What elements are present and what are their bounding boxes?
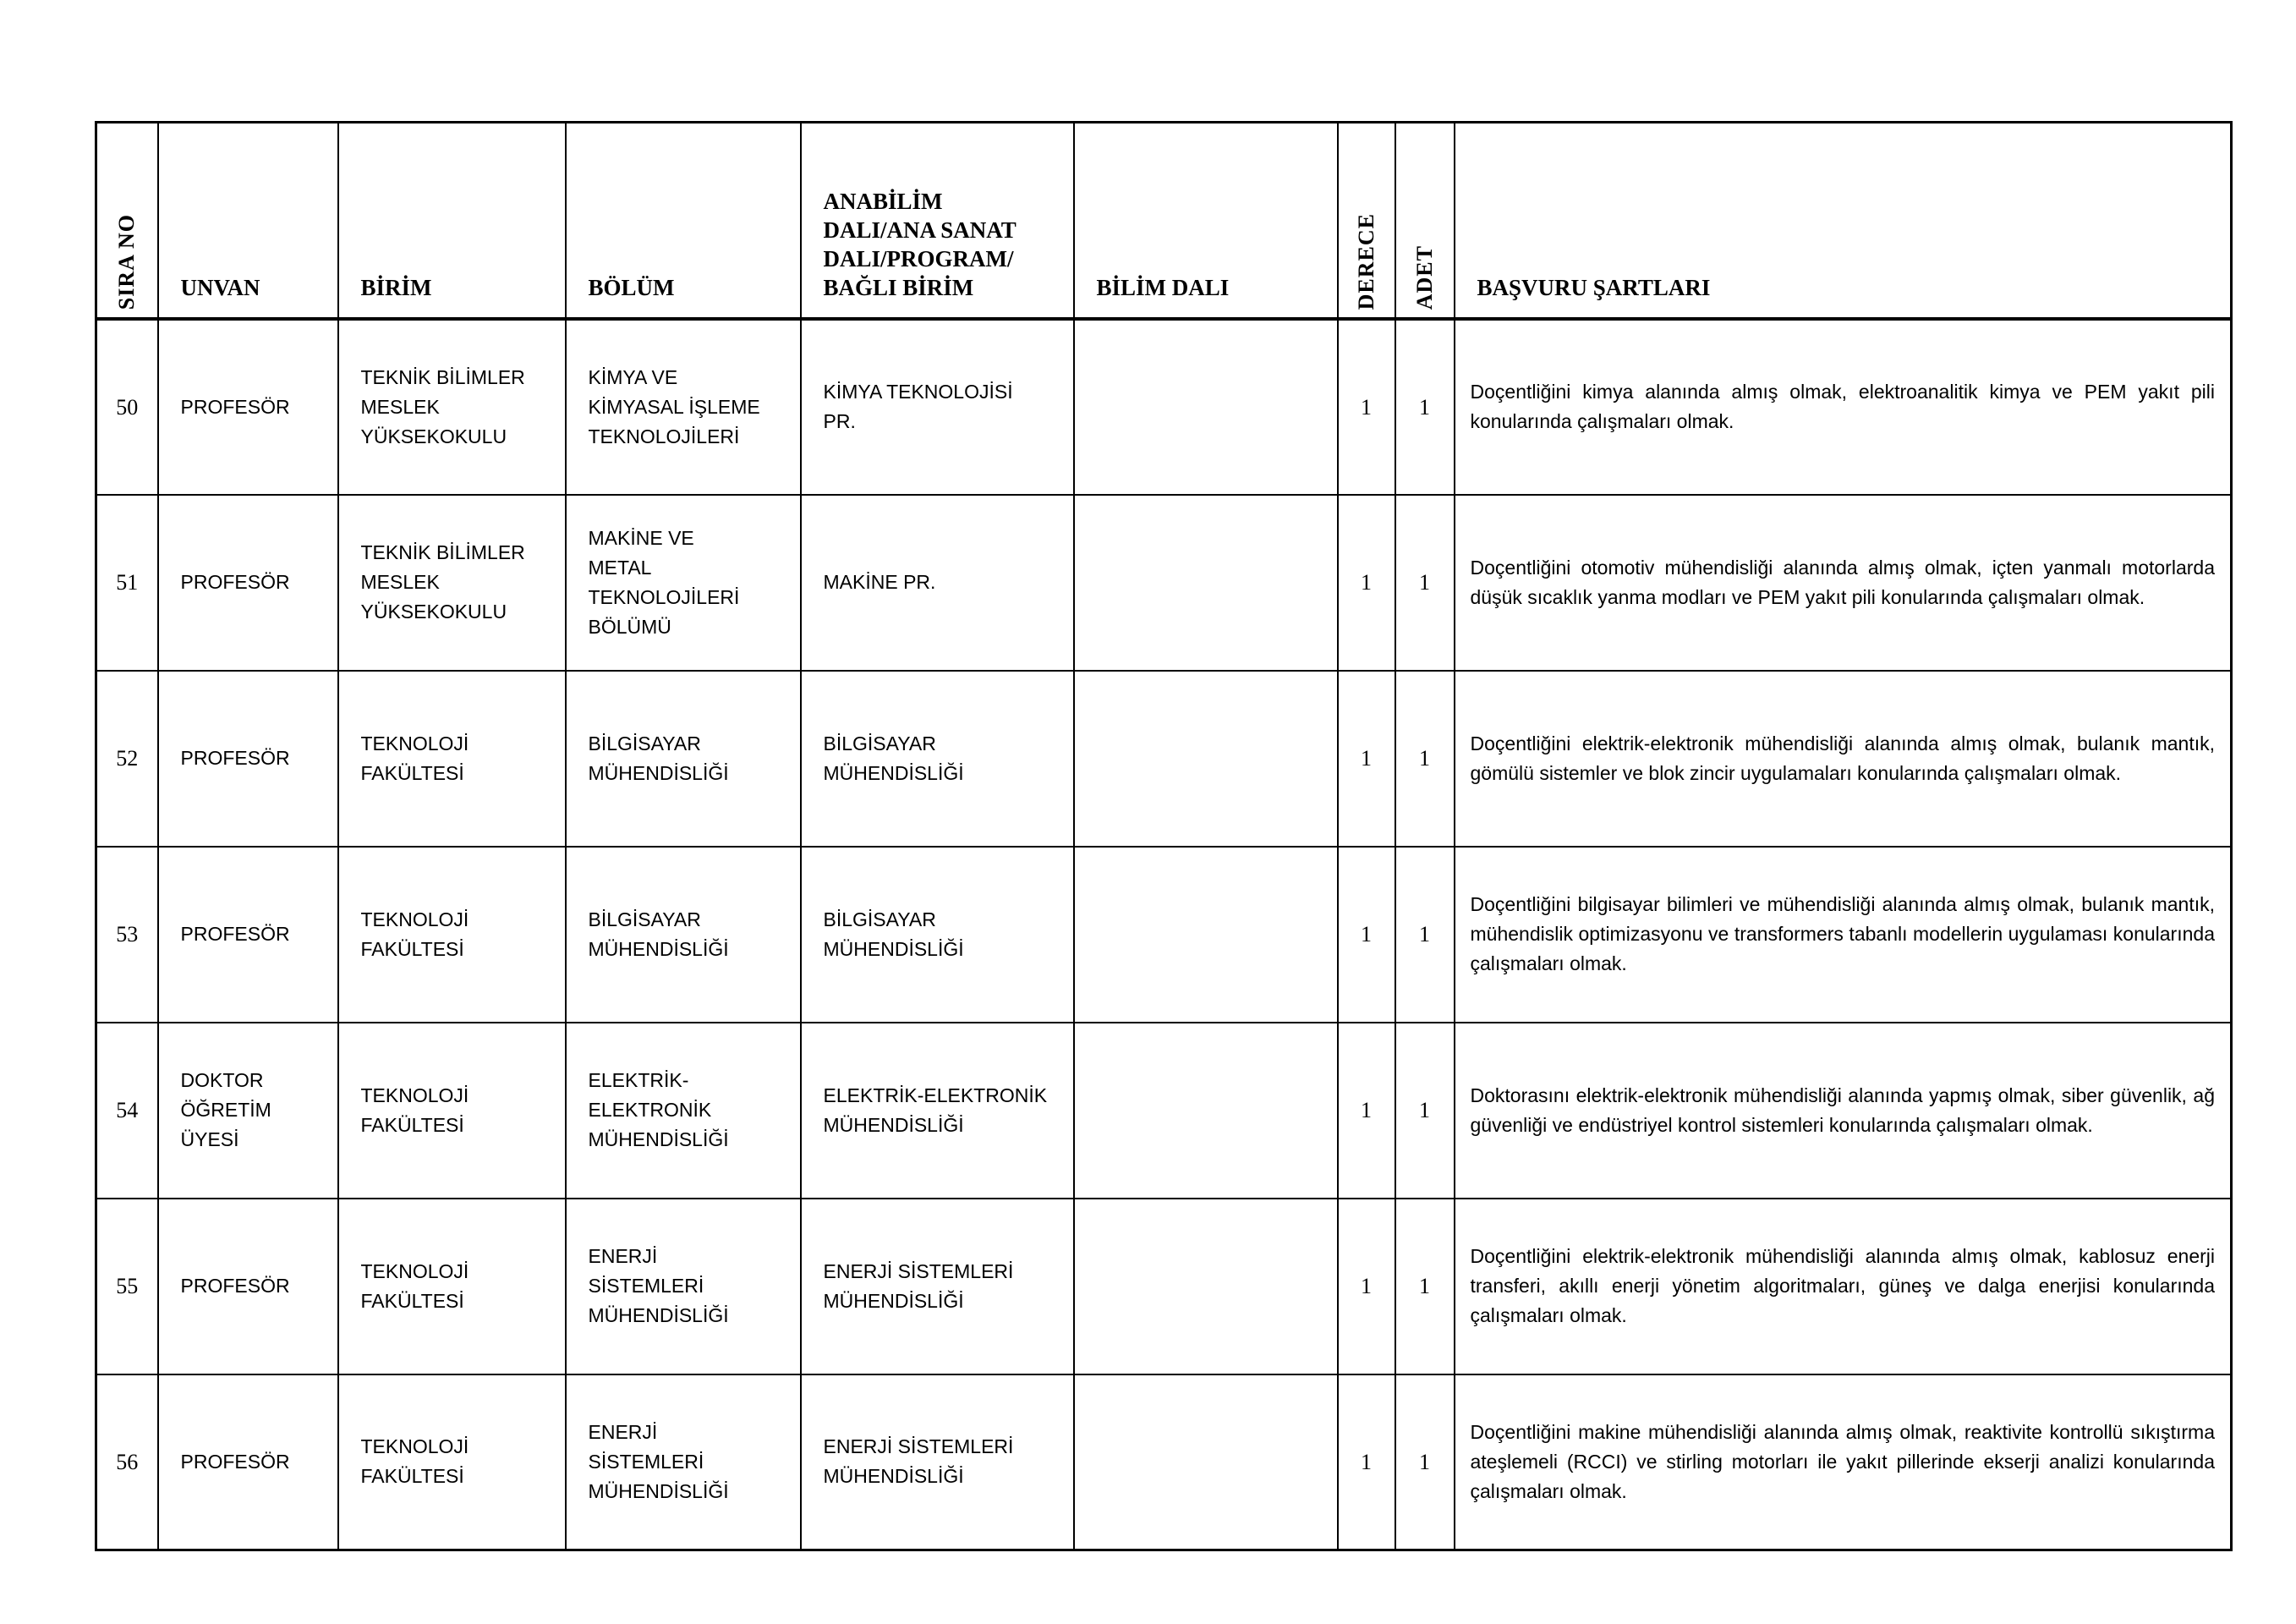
table-row (96, 1199, 2232, 1374)
sira-no-cell: 52 (96, 671, 158, 847)
basvuru-sartlari-cell: Doçentliğini elektrik-elektronik mühendisliği alanında almış olmak, bulanık mantık, gömülü sistemler ve blok zincir uygulamaları konularında çalışmaları olmak. (1455, 671, 2232, 847)
basvuru-sartlari-cell: Doçentliğini makine mühendisliği alanında almış olmak, reaktivite kontrollü sıkıştırma ateşlemeli (RCCI) ve stirling motorları ile yakıt pillerinde ekserji analizi konularında çalışmaları olmak. (1455, 1374, 2232, 1550)
table-row (96, 847, 2232, 1023)
unvan-cell-line: PROFESÖR (180, 747, 290, 769)
header-sira-no-label: SIRA NO (114, 214, 140, 310)
anabilim-cell-line: MAKİNE PR. (823, 571, 936, 593)
bolum-cell (566, 1374, 801, 1550)
birim-cell-line: YÜKSEKOKULU (360, 601, 507, 623)
sira-no-cell: 55 (96, 1199, 158, 1374)
bolum-cell-line: MÜHENDİSLİĞİ (588, 1128, 729, 1150)
bilim-dali-cell (1074, 671, 1338, 847)
bolum-cell-line: TEKNOLOJİLERİ (588, 425, 740, 447)
header-basvuru: BAŞVURU ŞARTLARI (1455, 123, 2232, 319)
unvan-cell-line: PROFESÖR (180, 1275, 290, 1297)
table-row (96, 1023, 2232, 1199)
bolum-cell (566, 319, 801, 495)
bolum-cell-line: MÜHENDİSLİĞİ (588, 937, 729, 960)
derece-cell: 1 (1338, 495, 1395, 671)
bilim-dali-cell (1074, 1374, 1338, 1550)
sira-no-cell: 51 (96, 495, 158, 671)
header-anabilim-line: BAĞLI BİRİM (823, 274, 974, 300)
anabilim-cell (801, 495, 1074, 671)
anabilim-cell (801, 1374, 1074, 1550)
unvan-cell-line: ÜYESİ (180, 1128, 239, 1150)
anabilim-cell (801, 671, 1074, 847)
bolum-cell-line: MÜHENDİSLİĞİ (588, 761, 729, 784)
birim-cell-line: TEKNOLOJİ (360, 732, 469, 754)
adet-cell: 1 (1395, 319, 1455, 495)
bolum-cell (566, 1023, 801, 1199)
bilim-dali-cell (1074, 1199, 1338, 1374)
bolum-cell-line: BÖLÜMÜ (588, 615, 671, 638)
bolum-cell-line: KİMYA VE (588, 365, 678, 388)
unvan-cell (158, 319, 338, 495)
bolum-cell-line: ELEKTRİK- (588, 1069, 689, 1091)
birim-cell (338, 847, 566, 1023)
birim-cell-line: FAKÜLTESİ (360, 1113, 464, 1136)
basvuru-sartlari-cell: Doçentliğini bilgisayar bilimleri ve mühendisliği alanında almış olmak, bulanık mantık, mühendislik optimizasyonu ve transformers tabanlı modellerin uygulaması konularında çalışmaları olmak. (1455, 847, 2232, 1023)
anabilim-cell-line: ELEKTRİK-ELEKTRONİK (823, 1084, 1048, 1106)
bolum-cell-line: BİLGİSAYAR (588, 908, 701, 930)
adet-cell: 1 (1395, 671, 1455, 847)
derece-cell: 1 (1338, 319, 1395, 495)
anabilim-cell-line: BİLGİSAYAR (823, 908, 936, 930)
bolum-cell (566, 847, 801, 1023)
anabilim-cell-line: KİMYA TEKNOLOJİSİ (823, 381, 1013, 403)
unvan-cell-line: ÖĞRETİM (180, 1099, 271, 1121)
sira-no-cell: 54 (96, 1023, 158, 1199)
birim-cell (338, 319, 566, 495)
bolum-cell-line: MÜHENDİSLİĞİ (588, 1304, 729, 1326)
birim-cell-line: TEKNOLOJİ (360, 1259, 469, 1282)
adet-cell: 1 (1395, 847, 1455, 1023)
bolum-cell-line: ENERJİ (588, 1245, 658, 1267)
birim-cell-line: FAKÜLTESİ (360, 1465, 464, 1488)
header-anabilim-line: DALI/ANA SANAT (823, 217, 1016, 243)
anabilim-cell (801, 1023, 1074, 1199)
birim-cell-line: MESLEK (360, 571, 440, 593)
birim-cell-line: MESLEK (360, 395, 440, 418)
derece-cell: 1 (1338, 671, 1395, 847)
header-adet (1395, 123, 1455, 319)
anabilim-cell (801, 847, 1074, 1023)
header-unvan: UNVAN (158, 123, 338, 319)
table-row (96, 495, 2232, 671)
bolum-cell-line: MAKİNE VE (588, 526, 694, 549)
unvan-cell-line: PROFESÖR (180, 1450, 290, 1473)
birim-cell-line: TEKNOLOJİ (360, 1435, 469, 1458)
table-row (96, 671, 2232, 847)
bolum-cell-line: BİLGİSAYAR (588, 732, 701, 754)
birim-cell-line: TEKNOLOJİ (360, 908, 469, 930)
birim-cell (338, 1374, 566, 1550)
adet-cell: 1 (1395, 495, 1455, 671)
unvan-cell (158, 1199, 338, 1374)
header-anabilim-line: DALI/PROGRAM/ (823, 245, 1014, 272)
bolum-cell-line: SİSTEMLERİ (588, 1450, 704, 1473)
header-bilim-dali: BİLİM DALI (1074, 123, 1338, 319)
birim-cell (338, 495, 566, 671)
header-anabilim-line: ANABİLİM (823, 188, 943, 214)
derece-cell: 1 (1338, 847, 1395, 1023)
birim-cell-line: TEKNOLOJİ (360, 1084, 469, 1106)
header-row (96, 123, 2232, 319)
anabilim-cell-line: PR. (823, 410, 856, 432)
anabilim-cell-line: MÜHENDİSLİĞİ (823, 1289, 964, 1312)
header-birim: BİRİM (338, 123, 566, 319)
sira-no-cell: 53 (96, 847, 158, 1023)
unvan-cell (158, 1023, 338, 1199)
basvuru-sartlari-cell: Doktorasını elektrik-elektronik mühendisliği alanında yapmış olmak, siber güvenlik, ağ güvenliği ve endüstriyel kontrol sistemleri konularında çalışmaları olmak. (1455, 1023, 2232, 1199)
birim-cell-line: FAKÜLTESİ (360, 1289, 464, 1312)
bilim-dali-cell (1074, 1023, 1338, 1199)
header-bolum: BÖLÜM (566, 123, 801, 319)
birim-cell-line: TEKNİK BİLİMLER (360, 541, 525, 563)
table-row (96, 319, 2232, 495)
bolum-cell-line: MÜHENDİSLİĞİ (588, 1479, 729, 1502)
bolum-cell-line: TEKNOLOJİLERİ (588, 585, 740, 608)
bolum-cell (566, 1199, 801, 1374)
basvuru-sartlari-cell: Doçentliğini elektrik-elektronik mühendisliği alanında almış olmak, kablosuz enerji transferi, akıllı enerji yönetim algoritmaları, güneş ve dalga enerjisi konularında çalışmaları olmak. (1455, 1199, 2232, 1374)
adet-cell: 1 (1395, 1374, 1455, 1550)
anabilim-cell-line: BİLGİSAYAR (823, 732, 936, 754)
header-anabilim (801, 123, 1074, 319)
birim-cell (338, 1023, 566, 1199)
anabilim-cell (801, 319, 1074, 495)
bolum-cell (566, 671, 801, 847)
unvan-cell (158, 847, 338, 1023)
positions-table (95, 121, 2233, 1551)
birim-cell (338, 671, 566, 847)
basvuru-sartlari-cell: Doçentliğini otomotiv mühendisliği alanında almış olmak, içten yanmalı motorlarda düşük sıcaklık yanma modları ve PEM yakıt pili konularında çalışmaları olmak. (1455, 495, 2232, 671)
derece-cell: 1 (1338, 1199, 1395, 1374)
anabilim-cell-line: MÜHENDİSLİĞİ (823, 1465, 964, 1488)
unvan-cell (158, 495, 338, 671)
birim-cell-line: FAKÜLTESİ (360, 761, 464, 784)
birim-cell-line: TEKNİK BİLİMLER (360, 365, 525, 388)
bilim-dali-cell (1074, 495, 1338, 671)
anabilim-cell-line: MÜHENDİSLİĞİ (823, 1113, 964, 1136)
anabilim-cell-line: MÜHENDİSLİĞİ (823, 761, 964, 784)
birim-cell-line: FAKÜLTESİ (360, 937, 464, 960)
unvan-cell-line: DOKTOR (180, 1069, 264, 1091)
sira-no-cell: 56 (96, 1374, 158, 1550)
birim-cell (338, 1199, 566, 1374)
bolum-cell-line: ELEKTRONİK (588, 1099, 712, 1121)
bilim-dali-cell (1074, 847, 1338, 1023)
table-row (96, 1374, 2232, 1550)
adet-cell: 1 (1395, 1199, 1455, 1374)
bolum-cell (566, 495, 801, 671)
anabilim-cell-line: ENERJİ SİSTEMLERİ (823, 1259, 1014, 1282)
basvuru-sartlari-cell: Doçentliğini kimya alanında almış olmak, elektroanalitik kimya ve PEM yakıt pili konularında çalışmaları olmak. (1455, 319, 2232, 495)
adet-cell: 1 (1395, 1023, 1455, 1199)
birim-cell-line: YÜKSEKOKULU (360, 425, 507, 447)
bilim-dali-cell (1074, 319, 1338, 495)
unvan-cell-line: PROFESÖR (180, 395, 290, 418)
anabilim-cell (801, 1199, 1074, 1374)
unvan-cell (158, 1374, 338, 1550)
derece-cell: 1 (1338, 1374, 1395, 1550)
header-derece (1338, 123, 1395, 319)
unvan-cell-line: PROFESÖR (180, 923, 290, 945)
header-derece-label: DERECE (1353, 213, 1378, 310)
header-sira-no (96, 123, 158, 319)
bolum-cell-line: KİMYASAL İŞLEME (588, 395, 760, 418)
unvan-cell-line: PROFESÖR (180, 571, 290, 593)
unvan-cell (158, 671, 338, 847)
anabilim-cell-line: ENERJİ SİSTEMLERİ (823, 1435, 1014, 1458)
sira-no-cell: 50 (96, 319, 158, 495)
header-adet-label: ADET (1411, 245, 1437, 310)
anabilim-cell-line: MÜHENDİSLİĞİ (823, 937, 964, 960)
derece-cell: 1 (1338, 1023, 1395, 1199)
bolum-cell-line: METAL (588, 556, 652, 579)
bolum-cell-line: ENERJİ (588, 1420, 658, 1443)
bolum-cell-line: SİSTEMLERİ (588, 1275, 704, 1297)
